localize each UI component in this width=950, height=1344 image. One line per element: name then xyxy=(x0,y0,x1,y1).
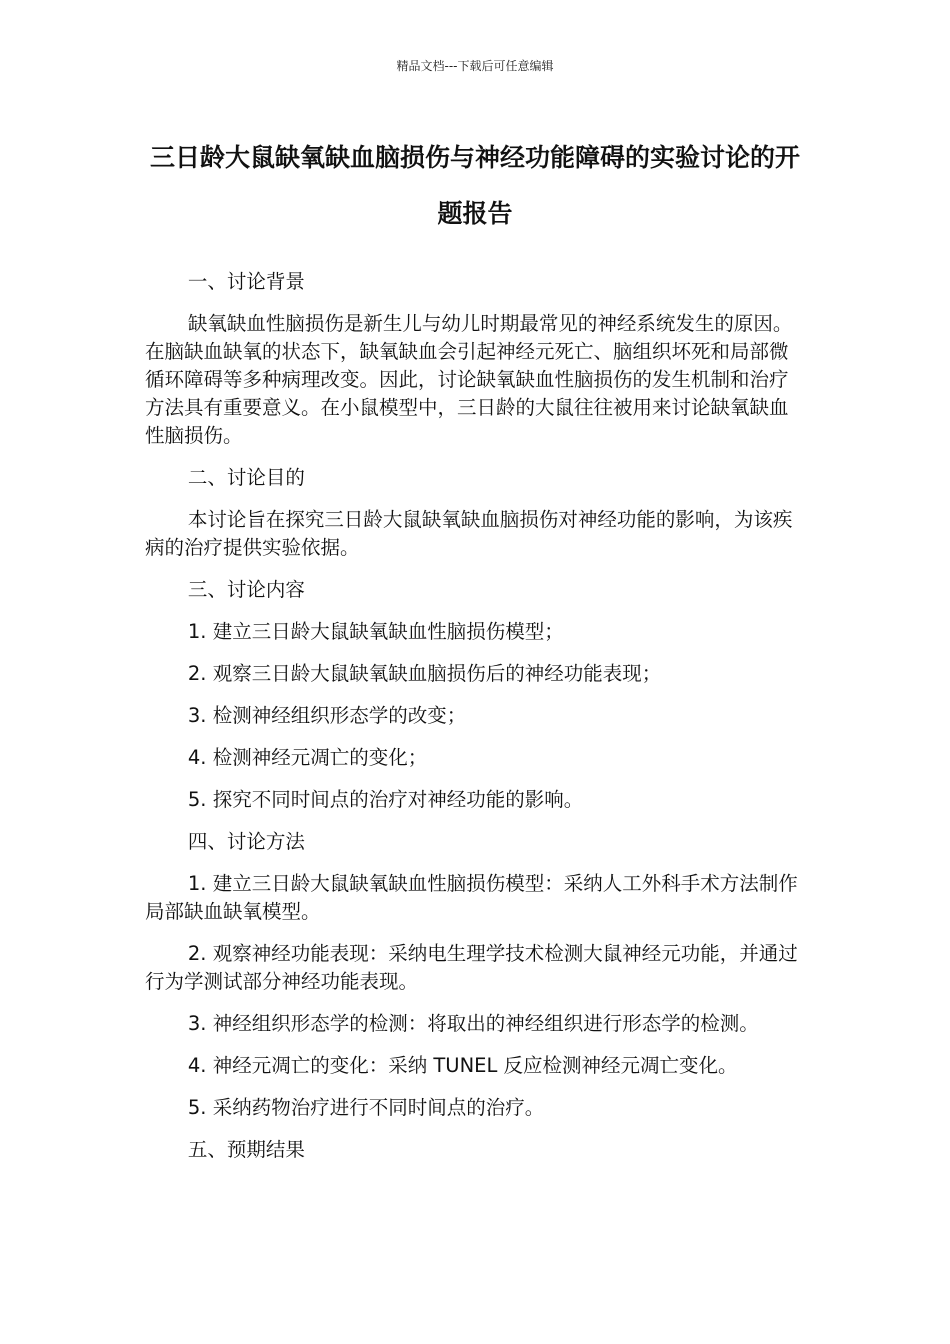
paragraph-background: 缺氧缺血性脑损伤是新生儿与幼儿时期最常见的神经系统发生的原因。在脑缺血缺氧的状态下，缺氧缺血会引起神经元死亡、脑组织坏死和局部微循环障碍等多种病理改变。因此，讨论缺氧缺血性脑损伤的发生机制和治疗方法具有重要意义。在小鼠模型中，三日龄的大鼠往往被用来讨论缺氧缺血性脑损伤。 xyxy=(145,312,793,447)
paragraph-purpose: 本讨论旨在探究三日龄大鼠缺氧缺血脑损伤对神经功能的影响，为该疾病的治疗提供实验依据。 xyxy=(145,508,793,559)
section-heading-expected-results: 五、预期结果 xyxy=(187,1138,305,1161)
document-title: 三日龄大鼠缺氧缺血脑损伤与神经功能障碍的实验讨论的开题报告 xyxy=(149,143,800,228)
list-item-content: 5. 探究不同时间点的治疗对神经功能的影响。 xyxy=(187,788,584,811)
section-heading-methods: 四、讨论方法 xyxy=(187,830,305,853)
section-heading-content: 三、讨论内容 xyxy=(187,578,305,601)
list-item-method: 2. 观察神经功能表现：采纳电生理学技术检测大鼠神经元功能，并通过行为学测试部分神经功能表现。 xyxy=(145,942,798,993)
list-item-content: 4. 检测神经元凋亡的变化； xyxy=(187,746,428,769)
list-item-method: 5. 采纳药物治疗进行不同时间点的治疗。 xyxy=(187,1096,545,1119)
list-item-content: 1. 建立三日龄大鼠缺氧缺血性脑损伤模型； xyxy=(187,620,564,643)
list-item-content: 3. 检测神经组织形态学的改变； xyxy=(187,704,467,727)
document-body xyxy=(145,268,800,1178)
list-item-method: 4. 神经元凋亡的变化：采纳 TUNEL 反应检测神经元凋亡变化。 xyxy=(187,1054,738,1077)
section-heading-background: 一、讨论背景 xyxy=(187,270,305,293)
section-heading-purpose: 二、讨论目的 xyxy=(187,466,305,489)
header-note: 精品文档---下载后可任意编辑 xyxy=(396,59,554,73)
list-item-method: 3. 神经组织形态学的检测：将取出的神经组织进行形态学的检测。 xyxy=(187,1012,759,1035)
list-item-content: 2. 观察三日龄大鼠缺氧缺血脑损伤后的神经功能表现； xyxy=(187,662,662,685)
list-item-method: 1. 建立三日龄大鼠缺氧缺血性脑损伤模型：采纳人工外科手术方法制作局部缺血缺氧模型。 xyxy=(145,872,798,923)
